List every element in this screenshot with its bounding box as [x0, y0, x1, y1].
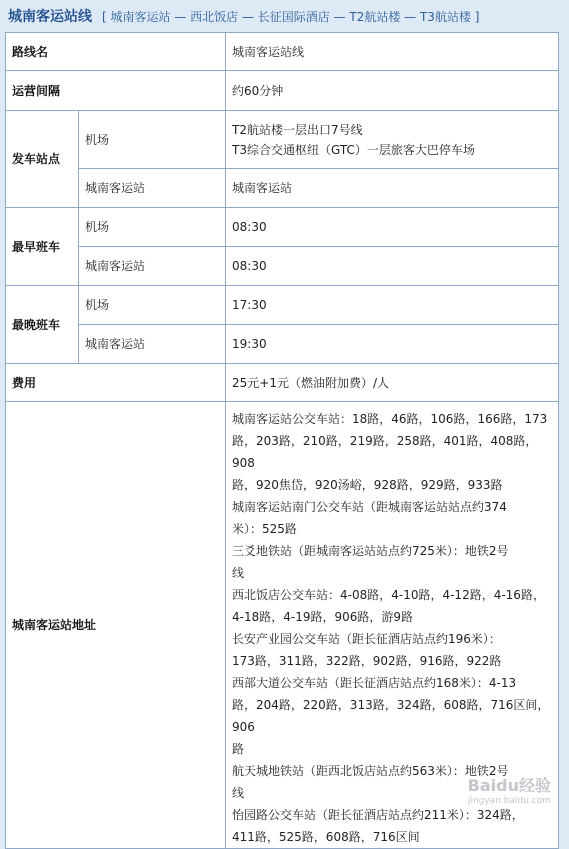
address-line: 西北饭店公交车站：4-08路，4-10路，4-12路，4-16路， — [232, 588, 545, 602]
table-row — [6, 364, 559, 402]
address-line: 4-18路，4-19路，906路，游9路 — [232, 610, 414, 624]
depart-airport-line: T3综合交通枢纽（GTC）一层旅客大巴停车场 — [232, 142, 475, 157]
table-row — [6, 208, 559, 247]
table-row — [6, 71, 559, 111]
page-title: 城南客运站线 — [8, 9, 92, 25]
interval-label: 运营间隔 — [6, 71, 226, 111]
table-row — [6, 33, 559, 71]
table-row — [6, 247, 559, 286]
fee-value: 25元+1元（燃油附加费）/人 — [226, 364, 559, 402]
earliest-label: 最早班车 — [6, 208, 79, 286]
table-row — [6, 286, 559, 325]
address-line: 米）：525路 — [232, 522, 297, 536]
address-line: 路，920焦岱，920汤峪，928路，929路，933路 — [232, 478, 503, 492]
earliest-airport-label: 机场 — [79, 208, 226, 247]
latest-station-value: 19:30 — [226, 325, 559, 364]
depart-station-label: 城南客运站 — [79, 169, 226, 208]
table-row — [6, 169, 559, 208]
page-header — [0, 0, 569, 32]
latest-label: 最晚班车 — [6, 286, 79, 364]
address-line: 411路，525路，608路，716区间 — [232, 830, 420, 844]
route-stops: [ 城南客运站 — 西北饭店 — 长征国际酒店 — T2航站楼 — T3航站楼 ] — [102, 9, 480, 24]
depart-label: 发车站点 — [6, 111, 79, 208]
depart-airport-label: 机场 — [79, 111, 226, 169]
depart-airport-line: T2航站楼一层出口7号线 — [232, 122, 363, 137]
table-row — [6, 325, 559, 364]
latest-station-label: 城南客运站 — [79, 325, 226, 364]
latest-airport-label: 机场 — [79, 286, 226, 325]
baidu-watermark — [468, 773, 551, 806]
address-label: 城南客运站地址 — [6, 402, 226, 849]
latest-airport-value: 17:30 — [226, 286, 559, 325]
route-name-label: 路线名 — [6, 33, 226, 71]
earliest-airport-value: 08:30 — [226, 208, 559, 247]
address-line: 城南客运站公交车站：18路，46路，106路，166路，173 — [232, 412, 548, 426]
address-line: 路，204路，220路，313路，324路，608路，716区间，906 — [232, 698, 550, 734]
interval-value: 约60分钟 — [226, 71, 559, 111]
address-line: 怡园路公交车站（距长征酒店站点约211米）：324路， — [232, 808, 524, 822]
address-line: 航天城地铁站（距西北饭店站点约563米）：地铁2号 — [232, 764, 509, 778]
route-name-value: 城南客运站线 — [226, 33, 559, 71]
earliest-station-label: 城南客运站 — [79, 247, 226, 286]
address-line: 路 — [232, 742, 245, 756]
route-info-table — [5, 32, 559, 849]
address-line: 路，203路，210路，219路，258路，401路，408路，908 — [232, 434, 538, 470]
address-line: 西部大道公交车站（距长征酒店站点约168米）：4-13 — [232, 676, 517, 690]
table-row — [6, 111, 559, 169]
address-line: 长安产业园公交车站（距长征酒店站点约196米）： — [232, 632, 501, 646]
address-line: 173路，311路，322路，902路，916路，922路 — [232, 654, 502, 668]
fee-label: 费用 — [6, 364, 226, 402]
depart-station-value: 城南客运站 — [226, 169, 559, 208]
watermark-sub: jingyan.baidu.com — [467, 796, 551, 806]
depart-airport-value — [226, 111, 559, 169]
watermark-text: Baidu经验 — [467, 776, 551, 795]
address-line: 三爻地铁站（距城南客运站站点约725米）：地铁2号 — [232, 544, 509, 558]
address-line: 线 — [232, 786, 245, 800]
address-line: 城南客运站南门公交车站（距城南客运站站点约374 — [232, 500, 507, 514]
address-line: 线 — [232, 566, 245, 580]
earliest-station-value: 08:30 — [226, 247, 559, 286]
